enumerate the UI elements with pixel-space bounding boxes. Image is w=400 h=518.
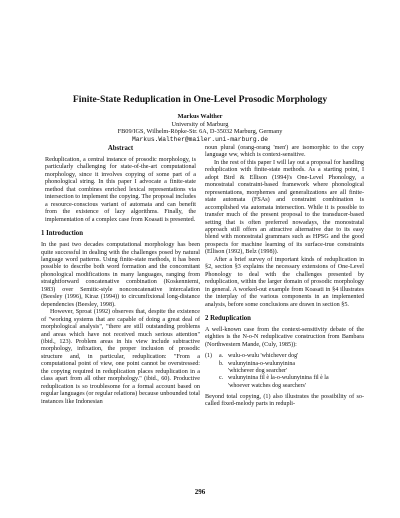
body-paragraph-5: Beyond total copying, (1) also illustrates the possibility of so-called fixed-melody parts in redupli- <box>205 393 364 408</box>
example-number-blank <box>205 361 219 368</box>
example-number-blank <box>205 375 219 382</box>
intro-paragraph-1: In the past two decades computational morphology has been quite successful in dealing with the challenges posed by natural language word patterns. Using finite-state methods, it has been possible to describe both word formation and the concomitant phonological modifications in many languages, ranging from straightforward concatenative combination (Koskenniemi, 1983) over Semitic-style nonconcatenative intercalation (Beesley (1996), Kiraz (1994)) to circumfixional long-distance dependencies (Beesley, 1998). <box>41 242 200 308</box>
example-text: wulu-o-wulu 'whichever dog' <box>228 353 299 360</box>
author-block <box>0 113 400 144</box>
example-letter: b. <box>219 360 224 367</box>
abstract-text: Reduplication, a central instance of prosodic morphology, is particularly challenging for state-of-the-art computational morphology, since it involves copying of some part of a phonological string. In this paper I advocate a finite-state method that combines enriched lexical representations via intersection to implement the copying. The proposal includes a resource-conscious variant of automata and can benefit from the existence of lazy algorithms. Finally, the implementation of a complex case from Koasati is presented. <box>45 157 196 223</box>
author-affiliation: University of Marburg <box>171 120 229 128</box>
author-email: Markus.Walther@mailer.uni-marburg.de <box>131 136 269 144</box>
right-column <box>205 145 364 409</box>
example-1 <box>205 353 364 389</box>
body-paragraph-1: noun plural (orang-orang 'men') are isomorphic to the copy language ww, which is context-sensitive. <box>205 145 364 159</box>
left-column <box>41 145 200 406</box>
intro-heading: 1 Introduction <box>41 230 83 238</box>
example-row-b <box>205 361 364 368</box>
example-number: (1) <box>205 353 212 360</box>
example-row-a <box>205 353 364 360</box>
example-letter: c. <box>219 375 224 382</box>
author-address: FB09/IGS, Wilhelm-Röpke-Str. 6A, D-35032 Marburg, Germany <box>117 128 283 136</box>
example-gloss: 'whichever dog searcher' <box>228 367 288 374</box>
body-paragraph-4: A well-known case from the context-sensitivity debate of the eighties is the N-o-N reduplicative construction from Bambara (Northwestern Mande, (Culy, 1985)): <box>205 326 364 348</box>
example-text: wulunyinina-o-wulunyinina <box>228 360 295 367</box>
intro-paragraph-2: However, Sproat (1992) observes that, despite the existence of "working systems that are capable of doing a great deal of morphological analysis", "there are still outstanding problems and areas which have not received much serious attention" (ibid., 123). Problem areas in his view include subtractive morphology, infixation, the proper inclusion of prosodic structure and, in particular, reduplication: "From a computational point of view, one point cannot be overstressed: the copying required in reduplication places reduplication in a class apart from all other morphology." (ibid., 60). Productive reduplication is so troublesome for a formal account based on regular languages (or regular relations) because unbounded total instances like Indonesian <box>41 309 200 405</box>
author-name: Markus Walther <box>177 113 223 120</box>
example-row-c <box>205 375 364 382</box>
page-number: 296 <box>194 488 206 496</box>
example-letter: a. <box>219 353 224 360</box>
body-paragraph-3: After a brief survey of important kinds of reduplication in §2, section §3 explains the necessary extensions of One-Level Phonology to deal with the challenges presented by reduplication, within the larger domain of prosodic morphology in general. A worked-out example from Koasati in §4 illustrates the interplay of the various components in an implemented analysis, before some conclusions are drawn in section §5. <box>205 256 364 308</box>
abstract-heading: Abstract <box>107 145 134 152</box>
example-gloss: 'whoever watches dog searchers' <box>228 382 306 389</box>
section-2-heading: 2 Reduplication <box>205 314 251 322</box>
body-paragraph-2: In the rest of this paper I will lay out a proposal for handling reduplication with finite-state methods. As a starting point, I adopt Bird & Ellison (1994)'s One-Level Phonology, a monostratal constraint-based framework where phonological representations, morphemes and generalizations are all finite-state automata (FSAs) and constraint combination is accomplished via automata intersection. While it is possible to transfer much of the present proposal to the transducer-based setting that is often preferred nowadays, the monostratal approach still offers an attractive alternative due to its easy blend with monostratal grammars such as HPSG and the good prospects for machine learning of its surface-true constraints (Ellison (1992), Belz (1998)). <box>205 159 364 256</box>
example-text: wulunyinina fil è la-o-wulunyinina fil è la <box>228 375 329 382</box>
paper-title: Finite-State Reduplication in One-Level Prosodic Morphology <box>72 94 328 105</box>
